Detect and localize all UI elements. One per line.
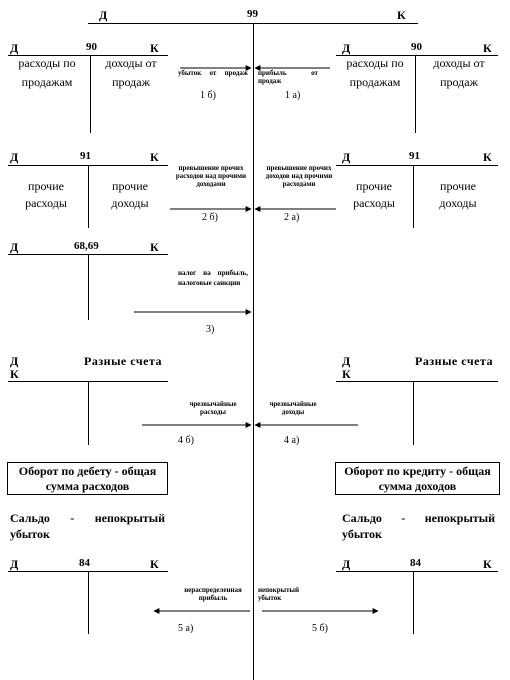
op-5b-label: 5 б) xyxy=(312,623,328,634)
account-90-right-credit-mark: К xyxy=(483,41,492,55)
accounts-various-left-title: Разные счета xyxy=(84,354,162,368)
op-5a-label: 5 а) xyxy=(178,623,194,634)
accounts-various-right-credit-mark: К xyxy=(342,367,351,381)
account-90-right-debit-text: расходы по продажам xyxy=(346,56,404,89)
account-68-69-debit-mark: Д xyxy=(10,240,19,254)
op-5a-text: нераспределенная прибыль xyxy=(184,586,242,602)
accounts-various-right-debit-mark: Д xyxy=(342,354,351,368)
account-91-right-number: 91 xyxy=(409,150,420,162)
account-90-right-debit-mark: Д xyxy=(342,41,351,55)
op-4b-text: чрезвычайные расходы xyxy=(189,400,237,416)
account-90-right-credit-text: доходы от продаж xyxy=(433,56,485,89)
op-1a-label: 1 а) xyxy=(285,90,301,101)
account-90-left-credit-text: доходы от продаж xyxy=(105,56,157,89)
account-91-left-debit-text: прочие расходы xyxy=(25,179,67,210)
op-2b-text: превышение прочих расходов над прочими доходами xyxy=(175,164,247,188)
credit-turnover-text: Оборот по кредиту - общая сумма доходов xyxy=(344,464,491,493)
account-91-right-credit-text: прочие доходы xyxy=(439,179,477,210)
account-91-left-credit-text: прочие доходы xyxy=(111,179,149,210)
account-84-right-credit-mark: К xyxy=(483,557,492,571)
op-2a-text: превышение прочих доходов над прочими расходами xyxy=(265,164,333,188)
account-91-left-credit-mark: К xyxy=(150,150,159,164)
account-84-right-number: 84 xyxy=(410,557,421,569)
saldo-right: Сальдо - непокрытый убыток xyxy=(342,511,495,541)
account-99-credit-mark: К xyxy=(397,8,406,22)
account-91-left-debit-mark: Д xyxy=(10,150,19,164)
op-1a-text: прибыль от продаж xyxy=(258,69,318,85)
accounts-various-left-credit-mark: К xyxy=(10,367,19,381)
accounts-various-right-title: Разные счета xyxy=(415,354,493,368)
account-84-right-debit-mark: Д xyxy=(342,557,351,571)
op-1b-label: 1 б) xyxy=(200,90,216,101)
account-91-right-credit-mark: К xyxy=(483,150,492,164)
op-4a-label: 4 а) xyxy=(284,435,300,446)
op-2b-label: 2 б) xyxy=(202,212,218,223)
op-4b-label: 4 б) xyxy=(178,435,194,446)
op-3-text: налог на прибыль, налоговые санкции xyxy=(178,269,248,287)
account-84-left-debit-mark: Д xyxy=(10,557,19,571)
op-3-label: 3) xyxy=(206,324,215,335)
account-84-left-credit-mark: К xyxy=(150,557,159,571)
saldo-left: Сальдо - непокрытый убыток xyxy=(10,511,165,541)
op-1b-text: убыток от продаж xyxy=(178,69,248,77)
account-99-number: 99 xyxy=(247,8,258,20)
account-91-left-number: 91 xyxy=(80,150,91,162)
account-90-right-number: 90 xyxy=(411,41,422,53)
op-4a-text: чрезвычайные доходы xyxy=(269,400,317,416)
account-90-left-debit-mark: Д xyxy=(10,41,19,55)
account-68-69-credit-mark: К xyxy=(150,240,159,254)
account-91-right-debit-mark: Д xyxy=(342,150,351,164)
account-91-right-debit-text: прочие расходы xyxy=(353,179,395,210)
account-99-debit-mark: Д xyxy=(99,8,108,22)
account-68-69-number: 68,69 xyxy=(74,240,99,252)
debit-turnover-text: Оборот по дебету - общая сумма расходов xyxy=(18,464,157,493)
op-2a-label: 2 а) xyxy=(284,212,300,223)
account-90-left-debit-text: расходы по продажам xyxy=(18,56,76,89)
account-90-left-credit-mark: К xyxy=(150,41,159,55)
accounts-various-left-debit-mark: Д xyxy=(10,354,19,368)
account-84-left-number: 84 xyxy=(79,557,90,569)
account-90-left-number: 90 xyxy=(86,41,97,53)
op-5b-text: непокрытый убыток xyxy=(258,586,300,602)
